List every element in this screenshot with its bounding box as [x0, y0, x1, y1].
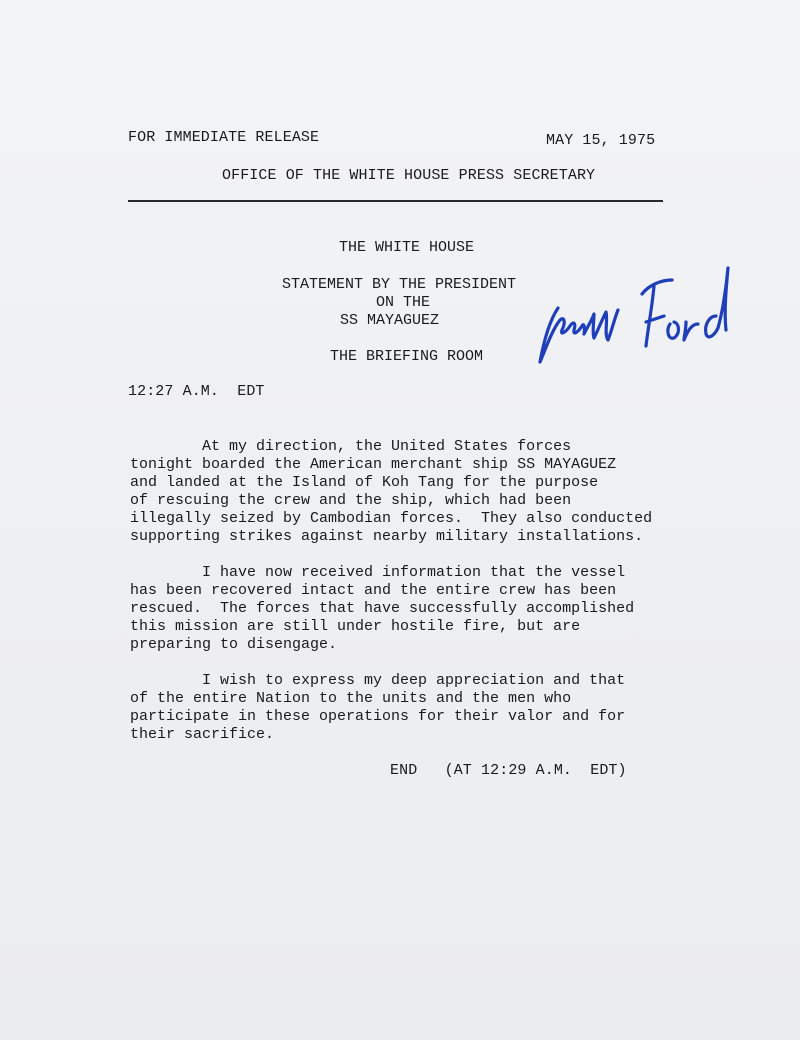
paragraph-line: their sacrifice.: [130, 726, 275, 743]
white-house-heading: THE WHITE HOUSE: [339, 239, 475, 256]
header-rule: [128, 200, 663, 202]
paragraph-line: this mission are still under hostile fire, but are: [130, 618, 581, 635]
time-stamp: 12:27 A.M. EDT: [128, 383, 265, 400]
paragraph-line: preparing to disengage.: [130, 636, 338, 653]
release-label: FOR IMMEDIATE RELEASE: [128, 129, 320, 146]
statement-line-1: STATEMENT BY THE PRESIDENT: [282, 276, 517, 293]
end-line: END (AT 12:29 A.M. EDT): [390, 762, 627, 779]
paragraph-line: participate in these operations for their valor and for: [130, 708, 626, 725]
office-heading: OFFICE OF THE WHITE HOUSE PRESS SECRETARY: [222, 167, 596, 184]
paragraph-line: I have now received information that the vessel: [130, 564, 626, 581]
statement-line-3: SS MAYAGUEZ: [340, 312, 440, 329]
paragraph-line: and landed at the Island of Koh Tang for the purpose: [130, 474, 599, 491]
paragraph-line: tonight boarded the American merchant ship SS MAYAGUEZ: [130, 456, 617, 473]
paragraph-line: of rescuing the crew and the ship, which had been: [130, 492, 572, 509]
release-date: MAY 15, 1975: [546, 132, 656, 149]
paragraph-line: supporting strikes against nearby military installations.: [130, 528, 644, 545]
statement-line-2: ON THE: [376, 294, 431, 311]
paragraph-line: illegally seized by Cambodian forces. They also conducted: [130, 510, 653, 527]
paragraph-line: rescued. The forces that have successfully accomplished: [130, 600, 635, 617]
briefing-room: THE BRIEFING ROOM: [330, 348, 484, 365]
paragraph-line: has been recovered intact and the entire crew has been: [130, 582, 617, 599]
paragraph-line: I wish to express my deep appreciation and that: [130, 672, 626, 689]
paragraph-line: At my direction, the United States forces: [130, 438, 572, 455]
signature-image: [530, 250, 740, 375]
paragraph-line: of the entire Nation to the units and the men who: [130, 690, 572, 707]
